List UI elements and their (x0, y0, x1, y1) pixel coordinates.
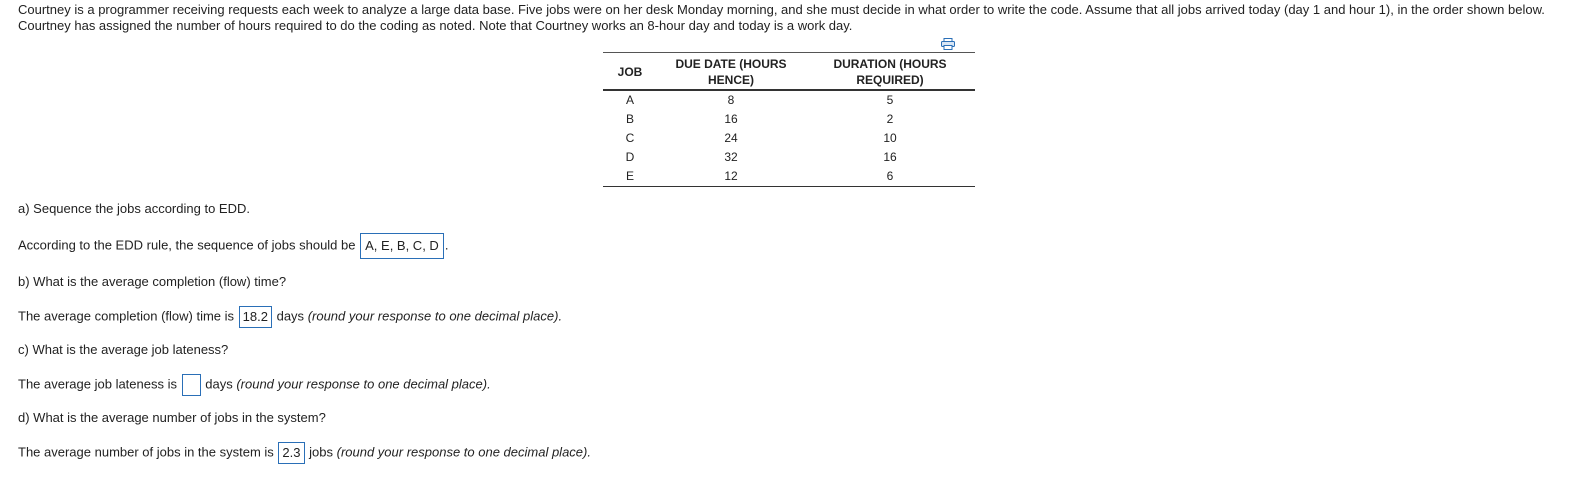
question-d-lead: The average number of jobs in the system is (18, 444, 274, 460)
question-b-prompt: b) What is the average completion (flow) time? (18, 274, 287, 289)
question-d-note: (round your response to one decimal place). (336, 444, 591, 460)
lateness-answer-field[interactable] (182, 374, 201, 396)
table-row (603, 110, 975, 129)
question-a-tail: . (444, 237, 449, 253)
header-duration-line2: REQUIRED) (856, 73, 924, 87)
question-b-note: (round your response to one decimal place). (307, 308, 563, 324)
cell-job: B (625, 112, 634, 126)
completion-time-answer-field[interactable]: 18.2 (239, 306, 272, 328)
cell-due-date: 8 (727, 93, 735, 107)
cell-duration: 10 (883, 131, 897, 145)
cell-due-date: 32 (724, 150, 738, 164)
header-duration (805, 53, 975, 91)
jobs-in-system-answer-field[interactable]: 2.3 (278, 442, 304, 464)
question-d-unit: jobs (309, 444, 333, 460)
question-c-note: (round your response to one decimal place). (236, 376, 491, 392)
edd-sequence-answer-field[interactable]: A, E, B, C, D (360, 233, 444, 259)
problem-intro: Courtney is a programmer receiving requests each week to analyze a large data base. Five jobs were on her desk Monday morning, and she must decide in what order to write the code. Assume that all jobs arrived today (day 1 and hour 1), in the order shown below. Courtney has assigned the number of hours required to do the coding as noted. Note that Courtney works an 8-hour day and today is a work day. (18, 2, 1545, 33)
table-row (603, 167, 975, 187)
table-header-row (603, 53, 975, 91)
cell-due-date: 24 (724, 131, 738, 145)
question-a-prompt: a) Sequence the jobs according to EDD. (18, 201, 250, 216)
question-c-prompt: c) What is the average job lateness? (18, 342, 229, 357)
question-b-answer-line (18, 306, 562, 328)
header-due-date-line1: DUE DATE (HOURS (675, 57, 787, 71)
cell-due-date: 16 (724, 112, 738, 126)
jobs-table (603, 52, 975, 187)
cell-due-date: 12 (657, 167, 805, 187)
header-duration-line1: DURATION (HOURS (833, 57, 947, 71)
cell-job: A (625, 93, 634, 107)
cell-duration: 5 (886, 93, 894, 107)
cell-job: C (625, 131, 635, 145)
question-d-prompt: d) What is the average number of jobs in the system? (18, 410, 326, 425)
question-b-lead: The average completion (flow) time is (18, 308, 235, 324)
cell-job: D (625, 150, 635, 164)
cell-duration: 2 (886, 112, 894, 126)
header-due-date-line2: HENCE) (707, 73, 754, 87)
question-a-lead: According to the EDD rule, the sequence of jobs should be (18, 237, 356, 253)
print-icon[interactable] (941, 38, 955, 50)
table-row (603, 129, 975, 148)
header-due-date (657, 53, 805, 91)
table-row (603, 90, 975, 110)
question-c-unit: days (205, 376, 233, 392)
question-d-answer-line (18, 442, 591, 464)
question-a-answer-line (18, 233, 448, 259)
cell-job: E (603, 167, 657, 187)
question-b-unit: days (276, 308, 305, 324)
header-job: JOB (603, 53, 657, 91)
question-c-lead: The average job lateness is (18, 376, 177, 392)
cell-duration: 6 (805, 167, 975, 187)
question-c-answer-line (18, 374, 491, 396)
cell-duration: 16 (883, 150, 897, 164)
table-row (603, 148, 975, 167)
